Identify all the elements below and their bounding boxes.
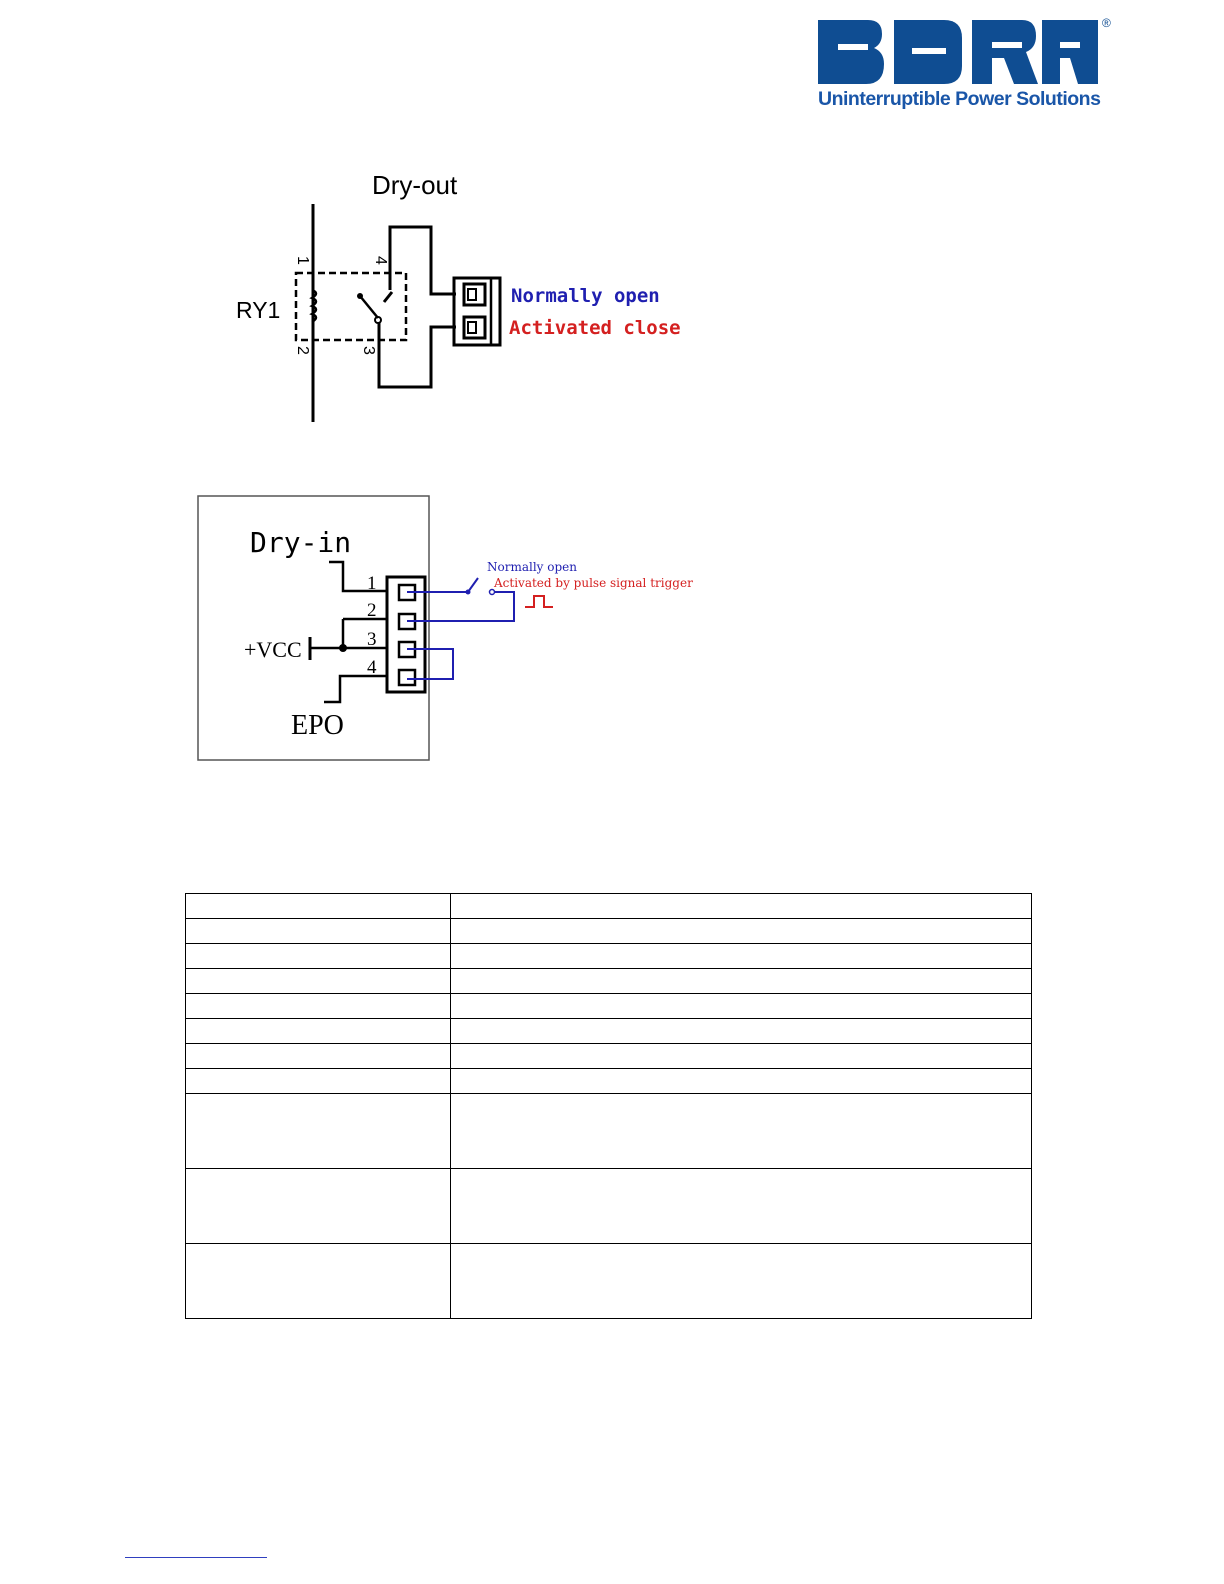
table-cell-label <box>186 1069 451 1094</box>
table-cell-label <box>186 1094 451 1169</box>
table-row <box>186 944 1032 969</box>
table-row <box>186 994 1032 1019</box>
table-row <box>186 1169 1032 1244</box>
dry-in-pin-4: 4 <box>367 657 377 678</box>
dry-in-pin-2: 2 <box>367 600 377 621</box>
pin-1-label: 1 <box>294 256 311 265</box>
table-row <box>186 894 1032 919</box>
activated-close-label: Activated close <box>509 317 681 339</box>
switch-icon <box>360 296 378 318</box>
table-row <box>186 1019 1032 1044</box>
table-cell-value <box>451 1069 1032 1094</box>
table-cell-value <box>451 944 1032 969</box>
table-cell-value <box>451 919 1032 944</box>
table-cell-value <box>451 1019 1032 1044</box>
table-cell-value <box>451 1094 1032 1169</box>
dry-in-title: Dry-in <box>250 526 352 559</box>
table-cell-value <box>451 1244 1032 1319</box>
epo-label: EPO <box>291 710 344 741</box>
table-cell-label <box>186 919 451 944</box>
dry-out-diagram <box>232 160 722 430</box>
dry-out-title: Dry-out <box>372 170 458 200</box>
table-cell-label <box>186 1044 451 1069</box>
dry-in-diagram <box>196 494 756 764</box>
footer-link-underline <box>125 1557 267 1558</box>
registered-mark: ® <box>1102 16 1111 30</box>
table-cell-value <box>451 969 1032 994</box>
table-cell-value <box>451 994 1032 1019</box>
dry-in-pin-3: 3 <box>367 629 377 650</box>
table-row <box>186 1244 1032 1319</box>
table-cell-label <box>186 994 451 1019</box>
vcc-label: +VCC <box>244 637 302 662</box>
table-cell-label <box>186 969 451 994</box>
normally-open-label: Normally open <box>511 285 660 307</box>
pin-4-label: 4 <box>372 256 389 265</box>
table-row <box>186 1069 1032 1094</box>
table-row <box>186 1094 1032 1169</box>
dry-in-activated-label: Activated by pulse signal trigger <box>494 576 693 590</box>
table-cell-label <box>186 1019 451 1044</box>
table-cell-label <box>186 1244 451 1319</box>
dry-in-pin-1: 1 <box>367 573 377 594</box>
table-cell-label <box>186 1169 451 1244</box>
table-cell-value <box>451 894 1032 919</box>
spec-table <box>185 893 1032 1319</box>
table-cell-value <box>451 1169 1032 1244</box>
dry-in-normally-open-label: Normally open <box>487 560 577 574</box>
logo-tagline: Uninterruptible Power Solutions <box>818 88 1101 110</box>
table-cell-label <box>186 944 451 969</box>
table-row <box>186 919 1032 944</box>
borri-wordmark-icon <box>816 18 1116 88</box>
pulse-icon <box>525 596 553 607</box>
table-row <box>186 969 1032 994</box>
borri-logo <box>816 18 1116 114</box>
pin-2-label: 2 <box>294 346 311 355</box>
pin-3-label: 3 <box>360 346 377 355</box>
table-row <box>186 1044 1032 1069</box>
table-cell-label <box>186 894 451 919</box>
table-cell-value <box>451 1044 1032 1069</box>
relay-label: RY1 <box>236 297 281 323</box>
